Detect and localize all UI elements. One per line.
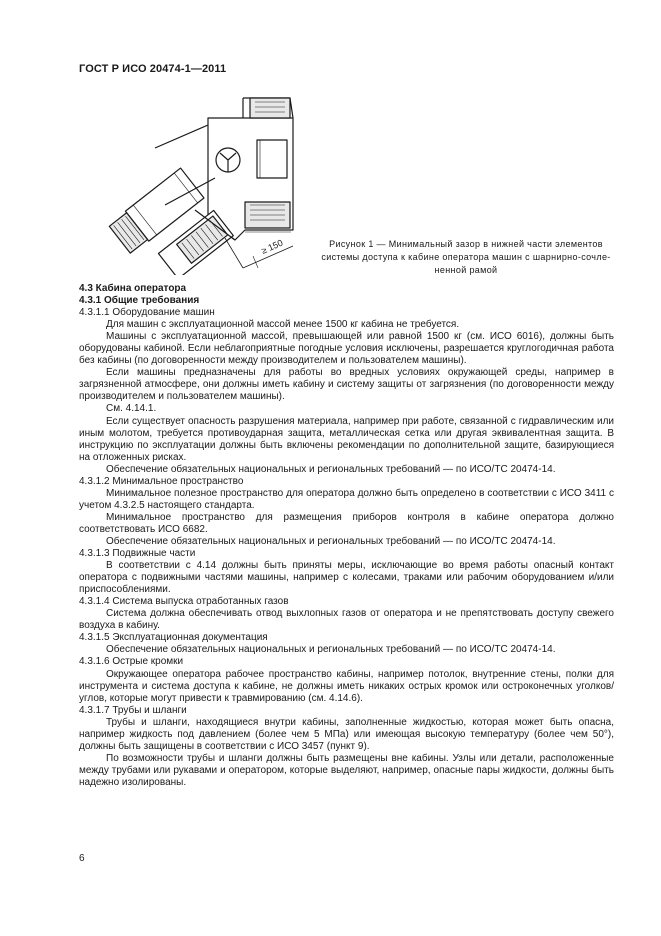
paragraph: Машины с эксплуатационной массой, превышающей или равной 1500 кг (см. ИСО 6016), должны быть оборудованы кабиной. Если неблагоприятные погодные условия исключены, разрешается круглогодичная работа без кабины (по договоренности между производителем и пользователем машины). — [79, 331, 614, 367]
page-number: 6 — [79, 853, 85, 864]
clause-title: 4.3.1.5 Эксплуатационная документация — [79, 632, 268, 644]
paragraph: Минимальное полезное пространство для оператора должно быть определено в соответствии с ИСО 3411 с учетом 4.3.2.5 настоящего стандарта. — [79, 487, 614, 511]
section-heading: 4.3 Кабина оператора — [79, 283, 187, 294]
paragraph: Система должна обеспечивать отвод выхлопных газов от оператора и не препятствовать доступу свежего воздуха в кабину. — [79, 608, 614, 632]
document-body — [79, 280, 614, 789]
caption-line: системы доступа к кабине оператора машин с шарнирно-сочле- — [321, 252, 611, 262]
paragraph: Обеспечение обязательных национальных и региональных требований — по ИСО/ТС 20474-14. — [106, 535, 556, 547]
figure-articulated-frame-drawing — [95, 90, 310, 275]
figure-caption — [317, 238, 615, 277]
caption-line: Рисунок 1 — Минимальный зазор в нижней части элементов — [329, 239, 603, 249]
paragraph: Обеспечение обязательных национальных и региональных требований — по ИСО/ТС 20474-14. — [106, 463, 556, 475]
paragraph: Минимальное пространство для размещения приборов контроля в кабине оператора должно соответствовать ИСО 6682. — [79, 511, 614, 535]
clause-title: 4.3.1.3 Подвижные части — [79, 548, 196, 560]
subsection-heading: 4.3.1 Общие требования — [79, 295, 200, 307]
paragraph: Если машины предназначены для работы во вредных условиях окружающей среды, например в загрязненной атмосфере, они должны иметь кабину и систему защиты от загрязнения (по договоренности между производителем и пользователем машины). — [79, 367, 614, 403]
clause-title: 4.3.1.4 Система выпуска отработанных газов — [79, 596, 289, 608]
clause-title: 4.3.1.7 Трубы и шланги — [79, 704, 187, 716]
clause-title: 4.3.1.2 Минимальное пространство — [79, 475, 244, 487]
document-header: ГОСТ Р ИСО 20474-1—2011 — [79, 63, 227, 75]
clause-title: 4.3.1.6 Острые кромки — [79, 656, 184, 668]
paragraph: См. 4.14.1. — [106, 403, 157, 415]
paragraph: Обеспечение обязательных национальных и региональных требований — по ИСО/ТС 20474-14. — [106, 644, 556, 656]
paragraph: В соответствии с 4.14 должны быть приняты меры, исключающие во время работы опасный контакт оператора с подвижными частями машины, например с колесами, траками или рабочим оборудованием и/или приспособлениями. — [79, 560, 614, 596]
caption-line: ненной рамой — [434, 265, 498, 275]
paragraph: Трубы и шланги, находящиеся внутри кабины, заполненные жидкостью, которая может быть опасна, например жидкость под давлением (более чем 5 МПа) или имеющая высокую температуру (более чем 50°), должны быть защищены в соответствии с ИСО 3457 (пункт 9). — [79, 716, 614, 752]
paragraph: По возможности трубы и шланги должны быть размещены вне кабины. Узлы или детали, расположенные между трубами или рукавами и оператором, которые выделяют, например, опасные пары жидкости, должны быть надежно изолированы. — [79, 752, 614, 788]
paragraph: Для машин с эксплуатационной массой менее 1500 кг кабина не требуется. — [106, 319, 460, 331]
dimension-label: ≥ 150 — [259, 237, 285, 256]
clause-title: 4.3.1.1 Оборудование машин — [79, 307, 215, 319]
paragraph: Окружающее оператора рабочее пространство кабины, например потолок, внутренние стены, полки для инструмента и система доступа к кабине, не должны иметь никаких острых кромок или остроконечных уголков/углов, которые могут привести к травмированию (см. 4.14.6). — [79, 668, 614, 704]
paragraph: Если существует опасность разрушения материала, например при работе, связанной с гидравлическим или иным молотом, требуется противоударная защита, металлическая сетка или другая эквивалентная защита. В инструкцию по эксплуатации должны быть включены рекомендации по дополнительной защите, базирующиеся на отложенных рисках. — [79, 415, 614, 463]
